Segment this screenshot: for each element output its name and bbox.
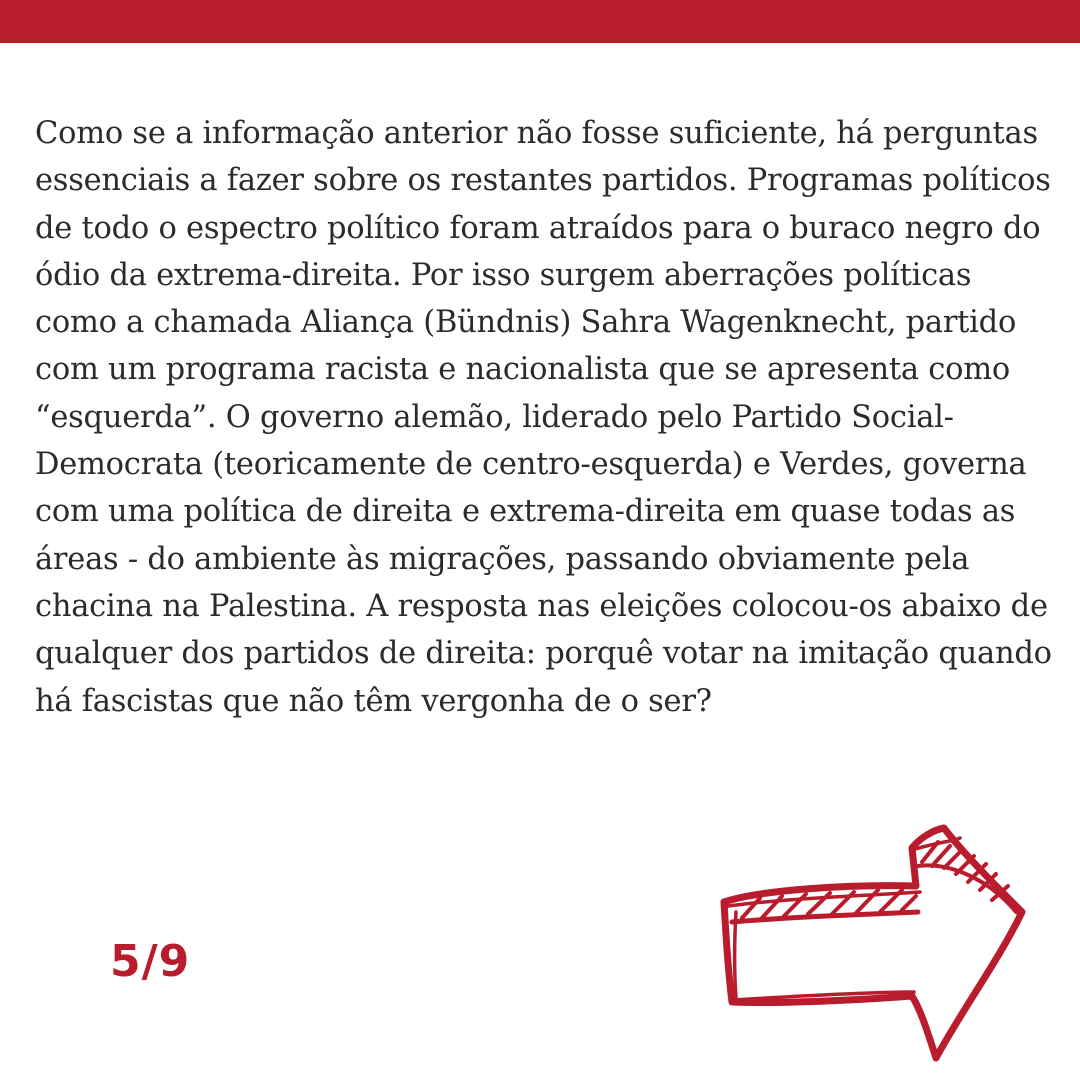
hand-drawn-arrow-right-icon[interactable] xyxy=(712,818,1042,1070)
body-paragraph: Como se a informação anterior não fosse suficiente, há perguntas essenciais a fazer sobre os restantes partidos. Programas políticos de todo o espectro político foram atraídos para o buraco negro do ódio da extrema-direita. Por isso surgem aberrações políticas como a chamada Aliança (Bündnis) Sahra Wagenknecht, partido com um programa racista e nacionalista que se apresenta como “esquerda”. O governo alemão, liderado pelo Partido Social-Democrata (teoricamente de centro-esquerda) e Verdes, governa com uma política de direita e extrema-direita em quase todas as áreas - do ambiente às migrações, passando obviamente pela chacina na Palestina. A resposta nas eleições colocou-os abaixo de qualquer dos partidos de direita: porquê votar na imitação quando há fascistas que não têm vergonha de o ser? xyxy=(35,116,1052,719)
top-accent-bar xyxy=(0,0,1080,43)
page-counter: 5/9 xyxy=(110,936,191,987)
